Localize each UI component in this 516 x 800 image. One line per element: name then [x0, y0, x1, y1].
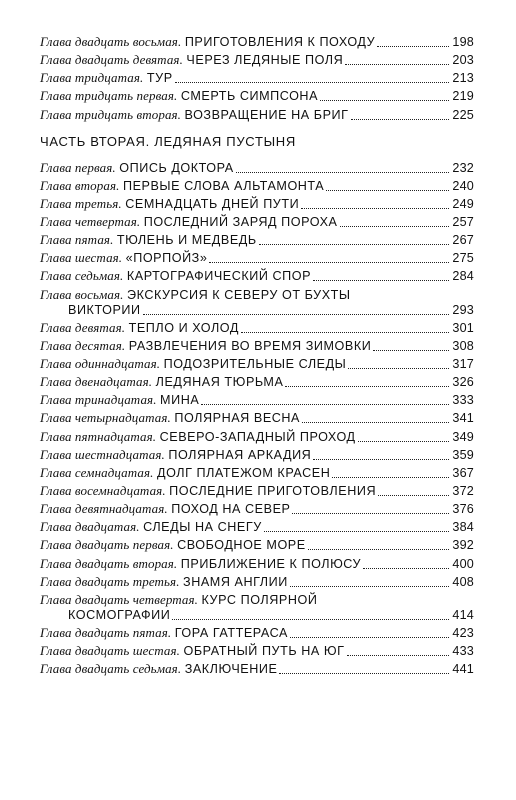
toc-entry[interactable]: [40, 250, 474, 266]
page-number: 198: [452, 35, 474, 49]
page-number: 441: [452, 662, 474, 677]
chapter-label: Глава девятнадцатая.: [40, 501, 168, 517]
page-number: 423: [452, 625, 474, 640]
dot-leader: [351, 118, 450, 120]
toc-entry[interactable]: [40, 374, 474, 390]
chapter-title: ТЕПЛО И ХОЛОД: [128, 320, 239, 335]
chapter-title: «ПОРПОЙЗ»: [125, 251, 208, 266]
chapter-label: Глава двадцать восьмая.: [40, 34, 182, 49]
dot-leader: [172, 618, 449, 620]
page-number: 433: [452, 644, 474, 659]
chapter-title: ПОХОД НА СЕВЕР: [171, 502, 291, 517]
dot-leader: [264, 530, 450, 532]
page-number: 400: [452, 556, 474, 571]
toc-group-part-two-end: [40, 625, 474, 677]
chapter-title: ТЮЛЕНЬ И МЕДВЕДЬ: [116, 233, 257, 248]
chapter-label: Глава двадцать первая.: [40, 537, 174, 553]
dot-leader: [279, 672, 449, 674]
page-number: 301: [452, 320, 474, 335]
toc-entry[interactable]: [40, 34, 474, 50]
chapter-title: ТУР: [146, 71, 173, 86]
toc-entry[interactable]: [40, 556, 474, 572]
toc-group-part-one-end: [40, 34, 474, 123]
dot-leader: [340, 225, 450, 227]
dot-leader: [302, 421, 449, 423]
chapter-title: ДОЛГ ПЛАТЕЖОМ КРАСЕН: [157, 465, 331, 480]
chapter-label: Глава двадцать четвертая.: [40, 591, 199, 607]
dot-leader: [292, 512, 449, 514]
page-number: 203: [452, 53, 474, 68]
chapter-label: Глава восемнадцатая.: [40, 482, 166, 498]
toc-entry[interactable]: [40, 447, 474, 463]
chapter-label: Глава четырнадцатая.: [40, 410, 171, 426]
page-number: 349: [452, 429, 474, 444]
toc-entry[interactable]: [40, 537, 474, 553]
page-number: 408: [452, 574, 474, 589]
toc-entry[interactable]: [40, 483, 474, 499]
part-heading: ЧАСТЬ ВТОРАЯ. ЛЕДЯНАЯ ПУСТЫНЯ: [40, 133, 296, 149]
toc-entry[interactable]: [40, 268, 474, 284]
page-number: 225: [452, 107, 474, 122]
dot-leader: [378, 494, 449, 496]
chapter-label: Глава первая.: [40, 159, 116, 175]
chapter-title: ЛЕДЯНАЯ ТЮРЬМА: [155, 375, 284, 390]
chapter-label: Глава двенадцатая.: [40, 374, 153, 390]
toc-entry[interactable]: [40, 465, 474, 481]
dot-leader: [332, 476, 449, 478]
chapter-title-line2: ВИКТОРИИ: [68, 302, 141, 317]
chapter-title: ПОСЛЕДНИЙ ЗАРЯД ПОРОХА: [143, 214, 338, 229]
dot-leader: [377, 45, 449, 47]
page-number: 384: [452, 520, 474, 535]
page-number: 333: [452, 393, 474, 408]
chapter-label: Глава шестнадцатая.: [40, 446, 165, 462]
chapter-title: СЕВЕРО-ЗАПАДНЫЙ ПРОХОД: [159, 429, 356, 444]
chapter-title: ПЕРВЫЕ СЛОВА АЛЬТАМОНТА: [122, 178, 325, 193]
chapter-label: Глава пятнадцатая.: [40, 428, 157, 444]
chapter-title: ВОЗВРАЩЕНИЕ НА БРИГ: [184, 107, 349, 122]
chapter-label: Глава восьмая.: [40, 286, 124, 302]
dot-leader: [209, 261, 449, 263]
page-number: 414: [452, 607, 474, 622]
page-number: 219: [452, 89, 474, 104]
page-number: 308: [452, 338, 474, 353]
page-number: 240: [452, 178, 474, 193]
chapter-title: ОБРАТНЫЙ ПУТЬ НА ЮГ: [183, 644, 345, 659]
chapter-label: Глава двадцать девятая.: [40, 52, 183, 68]
chapter-label: Глава двадцатая.: [40, 519, 140, 535]
toc-entry[interactable]: [40, 70, 474, 86]
dot-leader: [241, 331, 449, 333]
toc-entry[interactable]: [40, 52, 474, 68]
chapter-label: Глава двадцать шестая.: [40, 643, 180, 659]
page-number: 326: [452, 375, 474, 390]
dot-leader: [348, 367, 449, 369]
page-number: 249: [452, 196, 474, 211]
chapter-title: ЗНАМЯ АНГЛИИ: [183, 574, 288, 589]
chapter-title: ПОДОЗРИТЕЛЬНЫЕ СЛЕДЫ: [163, 356, 347, 371]
toc-entry[interactable]: [40, 88, 474, 104]
page-number: 372: [452, 483, 474, 498]
toc-entry[interactable]: [40, 160, 474, 176]
toc-entry[interactable]: [40, 501, 474, 517]
chapter-title-line1: ЭКСКУРСИЯ К СЕВЕРУ ОТ БУХТЫ: [126, 287, 351, 302]
page-number: 341: [452, 411, 474, 426]
dot-leader: [290, 636, 449, 638]
toc-entry[interactable]: [40, 214, 474, 230]
dot-leader: [290, 585, 450, 587]
chapter-label: Глава двадцать третья.: [40, 573, 180, 589]
toc-entry[interactable]: [40, 107, 474, 123]
toc-entry[interactable]: [40, 574, 474, 590]
chapter-title: ПОЛЯРНАЯ ВЕСНА: [174, 411, 301, 426]
chapter-title: ПРИГОТОВЛЕНИЯ К ПОХОДУ: [184, 35, 376, 49]
page-number: 317: [452, 356, 474, 371]
chapter-title: ПОСЛЕДНИЕ ПРИГОТОВЛЕНИЯ: [169, 483, 377, 498]
toc-entry[interactable]: [40, 356, 474, 372]
dot-leader: [347, 654, 450, 656]
chapter-title: ЧЕРЕЗ ЛЕДЯНЫЕ ПОЛЯ: [186, 53, 344, 68]
dot-leader: [308, 548, 450, 550]
page-number: 293: [452, 302, 474, 317]
chapter-label: Глава двадцать седьмая.: [40, 661, 182, 677]
dot-leader: [358, 440, 450, 442]
chapter-label: Глава четвертая.: [40, 213, 141, 229]
dot-leader: [320, 99, 449, 101]
chapter-title: ПРИБЛИЖЕНИЕ К ПОЛЮСУ: [180, 556, 362, 571]
chapter-label: Глава тридцатая.: [40, 70, 144, 86]
chapter-label: Глава вторая.: [40, 177, 120, 193]
chapter-title: РАЗВЛЕЧЕНИЯ ВО ВРЕМЯ ЗИМОВКИ: [128, 338, 372, 353]
dot-leader: [236, 171, 450, 173]
page-number: 232: [452, 160, 474, 175]
chapter-title: ПОЛЯРНАЯ АРКАДИЯ: [168, 447, 312, 462]
dot-leader: [313, 279, 449, 281]
toc-entry[interactable]: [40, 661, 474, 677]
chapter-label: Глава третья.: [40, 195, 122, 211]
dot-leader: [285, 385, 449, 387]
page-number: 275: [452, 251, 474, 266]
chapter-label: Глава шестая.: [40, 250, 123, 266]
toc-entry[interactable]: [40, 592, 474, 623]
toc-entry[interactable]: [40, 338, 474, 354]
toc-group-part-two: [40, 160, 474, 318]
chapter-title: ЗАКЛЮЧЕНИЕ: [184, 662, 278, 677]
dot-leader: [301, 207, 449, 209]
page-number: 367: [452, 465, 474, 480]
dot-leader: [326, 189, 449, 191]
chapter-label: Глава девятая.: [40, 319, 126, 335]
chapter-label: Глава тридцать первая.: [40, 88, 178, 104]
dot-leader: [373, 349, 449, 351]
chapter-title: ОПИСЬ ДОКТОРА: [119, 160, 234, 175]
page-number: 267: [452, 233, 474, 248]
dot-leader: [313, 458, 449, 460]
toc-entry[interactable]: [40, 232, 474, 248]
toc-entry[interactable]: [40, 519, 474, 535]
toc-entry[interactable]: [40, 392, 474, 408]
chapter-label: Глава семнадцатая.: [40, 464, 154, 480]
toc-entry[interactable]: [40, 320, 474, 336]
toc-group-part-two-middle: [40, 320, 474, 623]
toc-entry[interactable]: [40, 625, 474, 641]
chapter-title: СВОБОДНОЕ МОРЕ: [177, 538, 306, 553]
dot-leader: [345, 63, 449, 65]
chapter-title-line2: КОСМОГРАФИИ: [68, 607, 171, 622]
page-number: 284: [452, 269, 474, 284]
chapter-label: Глава десятая.: [40, 337, 126, 353]
toc-entry[interactable]: [40, 196, 474, 212]
chapter-title: СЕМНАДЦАТЬ ДНЕЙ ПУТИ: [125, 196, 300, 211]
dot-leader: [259, 243, 450, 245]
chapter-label: Глава пятая.: [40, 232, 114, 248]
page-number: 376: [452, 502, 474, 517]
page-number: 392: [452, 538, 474, 553]
chapter-label: Глава двадцать пятая.: [40, 624, 172, 640]
dot-leader: [363, 567, 449, 569]
page-number: 213: [452, 71, 474, 86]
chapter-title-line1: КУРС ПОЛЯРНОЙ: [201, 592, 318, 607]
table-of-contents: [40, 34, 474, 679]
chapter-label: Глава одиннадцатая.: [40, 355, 161, 371]
toc-entry[interactable]: [40, 287, 474, 318]
dot-leader: [143, 313, 450, 315]
page-number: 359: [452, 447, 474, 462]
chapter-label: Глава тридцать вторая.: [40, 106, 182, 122]
chapter-label: Глава седьмая.: [40, 268, 124, 284]
chapter-title: СМЕРТЬ СИМПСОНА: [180, 89, 319, 104]
toc-entry[interactable]: [40, 178, 474, 194]
dot-leader: [175, 81, 450, 83]
chapter-title: КАРТОГРАФИЧЕСКИЙ СПОР: [126, 269, 312, 284]
toc-entry[interactable]: [40, 643, 474, 659]
page-number: 257: [452, 214, 474, 229]
chapter-title: СЛЕДЫ НА СНЕГУ: [143, 520, 262, 535]
chapter-label: Глава двадцать вторая.: [40, 555, 178, 571]
toc-entry[interactable]: [40, 410, 474, 426]
chapter-title: МИНА: [160, 393, 200, 408]
dot-leader: [201, 403, 449, 405]
chapter-label: Глава тринадцатая.: [40, 392, 157, 408]
chapter-title: ГОРА ГАТТЕРАСА: [174, 625, 288, 640]
toc-entry[interactable]: [40, 429, 474, 445]
